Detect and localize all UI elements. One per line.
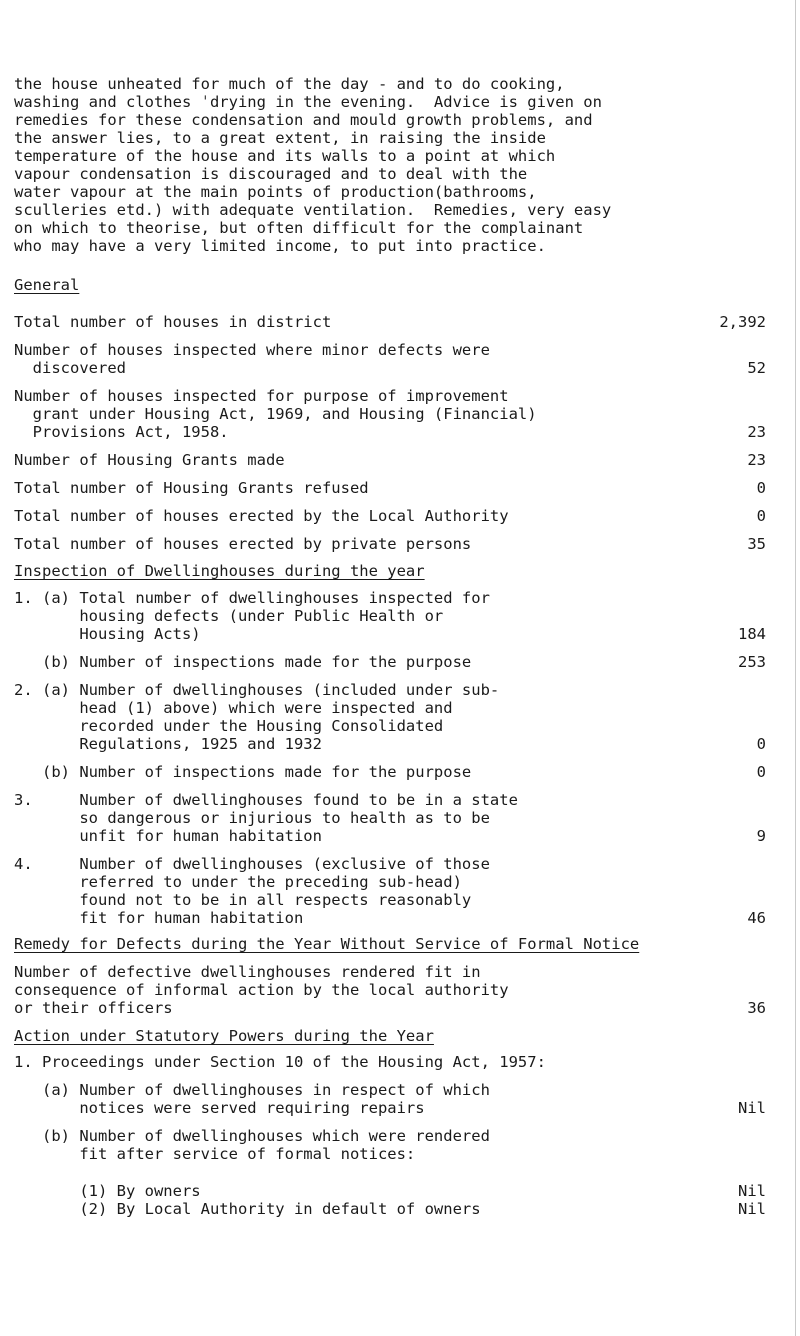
inspection-item-label: 1. (a) Total number of dwellinghouses inspected for [14, 589, 490, 607]
inspection-item-label: referred to under the preceding sub-head) [14, 873, 462, 891]
intro-line: on which to theorise, but often difficult for the complainant [14, 219, 584, 237]
general-item-value: 0 [756, 479, 766, 497]
general-item-label: discovered [14, 359, 126, 377]
action-sub-label: (2) By Local Authority in default of owners [14, 1200, 481, 1218]
inspection-item-label: unfit for human habitation [14, 827, 322, 845]
general-item-value: 0 [756, 507, 766, 525]
inspection-item-label: 3. Number of dwellinghouses found to be in a state [14, 791, 518, 809]
general-item-label: Provisions Act, 1958. [14, 423, 229, 441]
action-heading: Action under Statutory Powers during the Year [14, 1027, 434, 1045]
inspection-heading: Inspection of Dwellinghouses during the year [14, 562, 425, 580]
general-item-label: Total number of houses erected by the Local Authority [14, 507, 509, 525]
inspection-item-label: head (1) above) which were inspected and [14, 699, 453, 717]
intro-line: the answer lies, to a great extent, in raising the inside [14, 129, 546, 147]
action-b-label: (b) Number of dwellinghouses which were rendered [14, 1127, 490, 1145]
intro-line: sculleries etd.) with adequate ventilation. Remedies, very easy [14, 201, 612, 219]
action-b-label: fit after service of formal notices: [14, 1145, 416, 1163]
general-item-label: Number of houses inspected for purpose of improvement [14, 387, 509, 405]
inspection-item-label: (b) Number of inspections made for the purpose [14, 653, 472, 671]
intro-line: who may have a very limited income, to put into practice. [14, 237, 546, 255]
action-a-value: Nil [738, 1099, 766, 1117]
remedy-heading: Remedy for Defects during the Year Without Service of Formal Notice [14, 935, 640, 953]
inspection-item-label: 2. (a) Number of dwellinghouses (included under sub- [14, 681, 500, 699]
remedy-value: 36 [747, 999, 766, 1017]
inspection-item-value: 184 [738, 625, 766, 643]
page-edge [795, 0, 796, 1336]
intro-line: vapour condensation is discouraged and to deal with the [14, 165, 528, 183]
general-item-value: 52 [747, 359, 766, 377]
intro-line: washing and clothes ˈdrying in the evening. Advice is given on [14, 93, 602, 111]
inspection-item-label: Housing Acts) [14, 625, 201, 643]
action-sub-label: (1) By owners [14, 1182, 201, 1200]
inspection-item-label: (b) Number of inspections made for the purpose [14, 763, 472, 781]
inspection-item-label: recorded under the Housing Consolidated [14, 717, 444, 735]
intro-line: the house unheated for much of the day - and to do cooking, [14, 75, 565, 93]
general-item-label: Number of Housing Grants made [14, 451, 285, 469]
general-item-label: Total number of Housing Grants refused [14, 479, 369, 497]
general-heading: General [14, 276, 80, 294]
inspection-item-label: fit for human habitation [14, 909, 304, 927]
intro-line: temperature of the house and its walls to a point at which [14, 147, 556, 165]
remedy-label: consequence of informal action by the local authority [14, 981, 509, 999]
action-proceedings: 1. Proceedings under Section 10 of the Housing Act, 1957: [14, 1053, 546, 1071]
intro-line: remedies for these condensation and mould growth problems, and [14, 111, 593, 129]
general-item-value: 23 [747, 451, 766, 469]
action-a-label: (a) Number of dwellinghouses in respect of which [14, 1081, 490, 1099]
inspection-item-label: housing defects (under Public Health or [14, 607, 444, 625]
remedy-label: or their officers [14, 999, 173, 1017]
action-sub-value: Nil [738, 1200, 766, 1218]
inspection-item-value: 0 [756, 735, 766, 753]
action-a-label: notices were served requiring repairs [14, 1099, 425, 1117]
general-item-label: Total number of houses in district [14, 313, 332, 331]
inspection-item-label: 4. Number of dwellinghouses (exclusive of those [14, 855, 490, 873]
general-item-value: 23 [747, 423, 766, 441]
inspection-item-value: 0 [756, 763, 766, 781]
general-item-label: Total number of houses erected by private persons [14, 535, 472, 553]
general-item-value: 2,392 [719, 313, 766, 331]
general-item-label: Number of houses inspected where minor defects were [14, 341, 490, 359]
inspection-item-label: so dangerous or injurious to health as to be [14, 809, 490, 827]
inspection-item-label: found not to be in all respects reasonably [14, 891, 472, 909]
action-sub-value: Nil [738, 1182, 766, 1200]
remedy-label: Number of defective dwellinghouses rendered fit in [14, 963, 481, 981]
inspection-item-value: 46 [747, 909, 766, 927]
general-item-value: 35 [747, 535, 766, 553]
inspection-item-label: Regulations, 1925 and 1932 [14, 735, 322, 753]
general-item-label: grant under Housing Act, 1969, and Housing (Financial) [14, 405, 537, 423]
inspection-item-value: 9 [756, 827, 766, 845]
intro-line: water vapour at the main points of production(bathrooms, [14, 183, 537, 201]
inspection-item-value: 253 [738, 653, 766, 671]
